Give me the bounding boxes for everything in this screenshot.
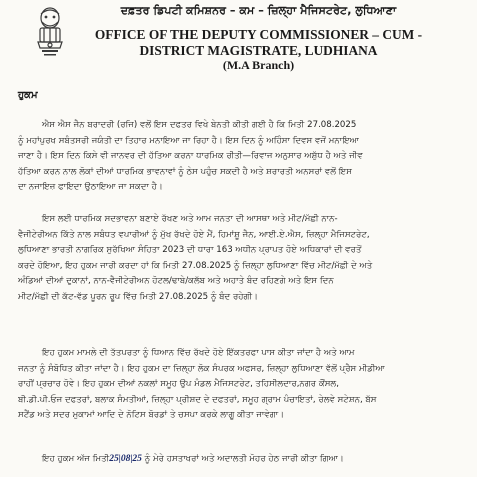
paragraph-line: ਨੂੰ ਮਹਾਂਪੁਰਖ ਸਬੰਤਸਰੀ ਜਯੰਤੀ ਦਾ ਤਿਹਾਰ ਮਨਾਇਆ ਜਾ ਰਿਹਾ ਹੈ। ਇਸ ਦਿਨ ਨੂੰ ਅਹਿੰਸਾ ਦਿਵਸ ਵਜੋਂ ਮਨਾਇਆ (18, 135, 360, 146)
paragraph-line: ਐਸ ਐਸ ਜੈਨ ਬਰਾਦਰੀ (ਰਜਿ) ਵਲੋਂ ਇਸ ਦਫਤਰ ਵਿਖੇ ਬੇਨਤੀ ਕੀਤੀ ਗਈ ਹੈ ਕਿ ਮਿਤੀ 27.08.2025 (42, 120, 357, 130)
closing-text (18, 452, 463, 468)
branch-name: (M.A Branch) (222, 58, 295, 72)
order-heading: ਹੁਕਮ (18, 90, 38, 101)
office-title-english-line2: DISTRICT MAGISTRATE, LUDHIANA (139, 43, 378, 58)
closing-after: ਨੂੰ ਮੇਰੇ ਹਸਤਾਖਰਾਂ ਅਤੇ ਅਦਾਲਤੀ ਮੋਹਰ ਹੇਠ ਜਾਰੀ ਕੀਤਾ ਗਿਆ। (144, 454, 344, 464)
paragraph-line: ਇਹ ਹੁਕਮ ਮਾਮਲੇ ਦੀ ਤੱਤਪਰਤਾ ਨੂੰ ਧਿਆਨ ਵਿੱਚ ਰੱਖਦੇ ਹੋਏ ਇੱਕਤਰਫਾ ਪਾਸ ਕੀਤਾ ਜਾਂਦਾ ਹੈ ਅਤੇ ਆਮ (42, 348, 355, 358)
paragraph-1 (18, 118, 463, 196)
closing-line (18, 452, 463, 468)
paragraph-line: ਕਰਦੇ ਹੋਇਆ, ਇਹ ਹੁਕਮ ਜਾਰੀ ਕਰਦਾ ਹਾਂ ਕਿ ਮਿਤੀ 27.08.2025 ਨੂੰ ਜ਼ਿਲ੍ਹਾ ਲੁਧਿਆਣਾ ਵਿੱਚ ਮੀਟ/ਮੱਛੀ ਦੇ ਅਤੇ (18, 260, 373, 271)
paragraph-line: ਅੰਡਿਆਂ ਦੀਆਂ ਦੁਕਾਨਾਂ, ਨਾਨ-ਵੈਜੀਟੇਰੀਅਨ ਹੋਟਲ/ਢਾਬੇ/ਕਲੱਬ ਅਤੇ ਅਹਾਤੇ ਬੰਦ ਰਹਿਣਗੇ ਅਤੇ ਇਸ ਦਿਨ (18, 276, 334, 287)
office-title-english-line1: OFFICE OF THE DEPUTY COMMISSIONER – CUM - (94, 27, 423, 42)
paragraph-line: ਸਟੈਂਡ ਅਤੇ ਸਦਰ ਮੁਕਾਮਾਂ ਆਦਿ ਦੇ ਨੋਟਿਸ ਬੋਰਡਾਂ ਤੇ ਚਸਪਾ ਕਰਕੇ ਲਾਗੂ ਕੀਤਾ ਜਾਵੇਗਾ। (18, 410, 284, 421)
paragraph-line: ਮੀਟ/ਮੱਛੀ ਦੀ ਕੱਟ-ਵੱਡ ਪੂਰਨ ਰੂਪ ਵਿੱਚ ਮਿਤੀ 27.08.2025 ਨੂੰ ਬੰਦ ਰਹੇਗੀ। (18, 291, 258, 302)
paragraph-3 (18, 346, 463, 424)
office-title-punjabi: ਦਫ਼ਤਰ ਡਿਪਟੀ ਕਮਿਸ਼ਨਰ – ਕਮ – ਜ਼ਿਲ੍ਹਾ ਮੈਜਿਸਟਰੇਟ, ਲੁਧਿਆਣਾ (120, 4, 397, 17)
closing-before: ਇਹ ਹੁਕਮ ਅੱਜ ਮਿਤੀ (42, 454, 110, 464)
paragraph-line: ਲੁਧਿਆਣਾ ਭਾਰਤੀ ਨਾਗਰਿਕ ਸੁਰੱਖਿਆ ਸੰਹਿਤਾ 2023 ਦੀ ਧਾਰਾ 163 ਅਧੀਨ ਪ੍ਰਾਪਤ ਹੋਏ ਅਧਿਕਾਰਾਂ ਦੀ ਵਰਤੋਂ (18, 245, 362, 256)
paragraph-line: ਵੈਜੀਟੇਰੀਅਨ ਕਿੱਤੇ ਨਾਲ ਸਬੰਧਤ ਵਪਾਰੀਆਂ ਨੂੰ ਮੁੱਖ ਰੱਖਦੇ ਹੋਏ ਮੈਂ, ਹਿਮਾਂਸ਼ੂ ਜੈਨ, ਆਈ.ਏ.ਐਸ, ਜ਼ਿਲ੍ਹਾ ਮੈਜਿਸਟਰੇਟ, (18, 229, 370, 240)
paragraph-line: ਰਾਹੀਂ ਪ੍ਰਚਾਰ ਹੋਵੇ। ਇਹ ਹੁਕਮ ਦੀਆਂ ਨਕਲਾਂ ਸਮੂਹ ਉਪ ਮੰਡਲ ਮੈਜਿਸਟਰੇਟ, ਤਹਿਸੀਲਦਾਰ,ਨਗਰ ਕੌਂਸਲ, (18, 379, 339, 390)
handwritten-date: 25|08|25 (109, 454, 142, 464)
paragraph-line: ਜਾਣਾ ਹੈ। ਇਸ ਦਿਨ ਕਿਸੇ ਵੀ ਜਾਨਵਰ ਦੀ ਹੱਤਿਆ ਕਰਨਾ ਧਾਰਮਿਕ ਰੀਤੀ—ਰਿਵਾਜ ਅਨੁਸਾਰ ਅਸ਼ੁੱਧ ਹੈ ਅਤੇ ਜੀਵ (18, 151, 363, 162)
paragraph-line: ਹੱਤਿਆ ਕਰਨ ਨਾਲ ਲੋਕਾਂ ਦੀਆਂ ਧਾਰਮਿਕ ਭਾਵਨਾਵਾਂ ਨੂੰ ਠੇਸ ਪਹੁੰਚ ਸਕਦੀ ਹੈ ਅਤੇ ਸ਼ਰਾਰਤੀ ਅਨਸਰਾਂ ਵਲੋਂ ਇਸ (18, 166, 352, 177)
paragraph-line: ਬੀ.ਡੀ.ਪੀ.ਓਜ ਦਫਤਰਾਂ, ਬਲਾਕ ਸੰਮਤੀਆਂ, ਜ਼ਿਲ੍ਹਾ ਪ੍ਰੀਸ਼ਦ ਦੇ ਦਫਤਰਾਂ, ਸਮੂਹ ਗ੍ਰਾਮ ਪੰਚਾਇਤਾਂ, ਰੇਲਵੇ ਸਟੇਸ਼ਨ, ਬੱਸ (18, 394, 377, 405)
paragraph-line: ਜਨਤਾ ਨੂੰ ਸੰਬੋਧਿਤ ਕੀਤਾ ਜਾਂਦਾ ਹੈ। ਇਹ ਹੁਕਮ ਦਾ ਜ਼ਿਲ੍ਹਾ ਲੋਕ ਸੰਪਰਕ ਅਫਸਰ, ਜ਼ਿਲ੍ਹਾ ਲੁਧਿਆਣਾ ਵੱਲੋਂ ਪ੍ਰੈਸ ਮੀਡੀਆ (18, 363, 385, 374)
paragraph-2 (18, 212, 463, 306)
paragraph-line: ਦਾ ਨਜਾਇਜ਼ ਫਾਇਦਾ ਉਠਾਇਆ ਜਾ ਸਕਦਾ ਹੈ। (18, 182, 163, 193)
paragraph-line: ਇਸ ਲਈ ਧਾਰਮਿਕ ਸਦਭਾਵਨਾ ਬਣਾਏ ਰੱਖਣ ਅਤੇ ਆਮ ਜਨਤਾ ਦੀ ਆਸਥਾ ਅਤੇ ਮੀਟ/ਮੱਛੀ ਨਾਨ- (42, 214, 338, 224)
